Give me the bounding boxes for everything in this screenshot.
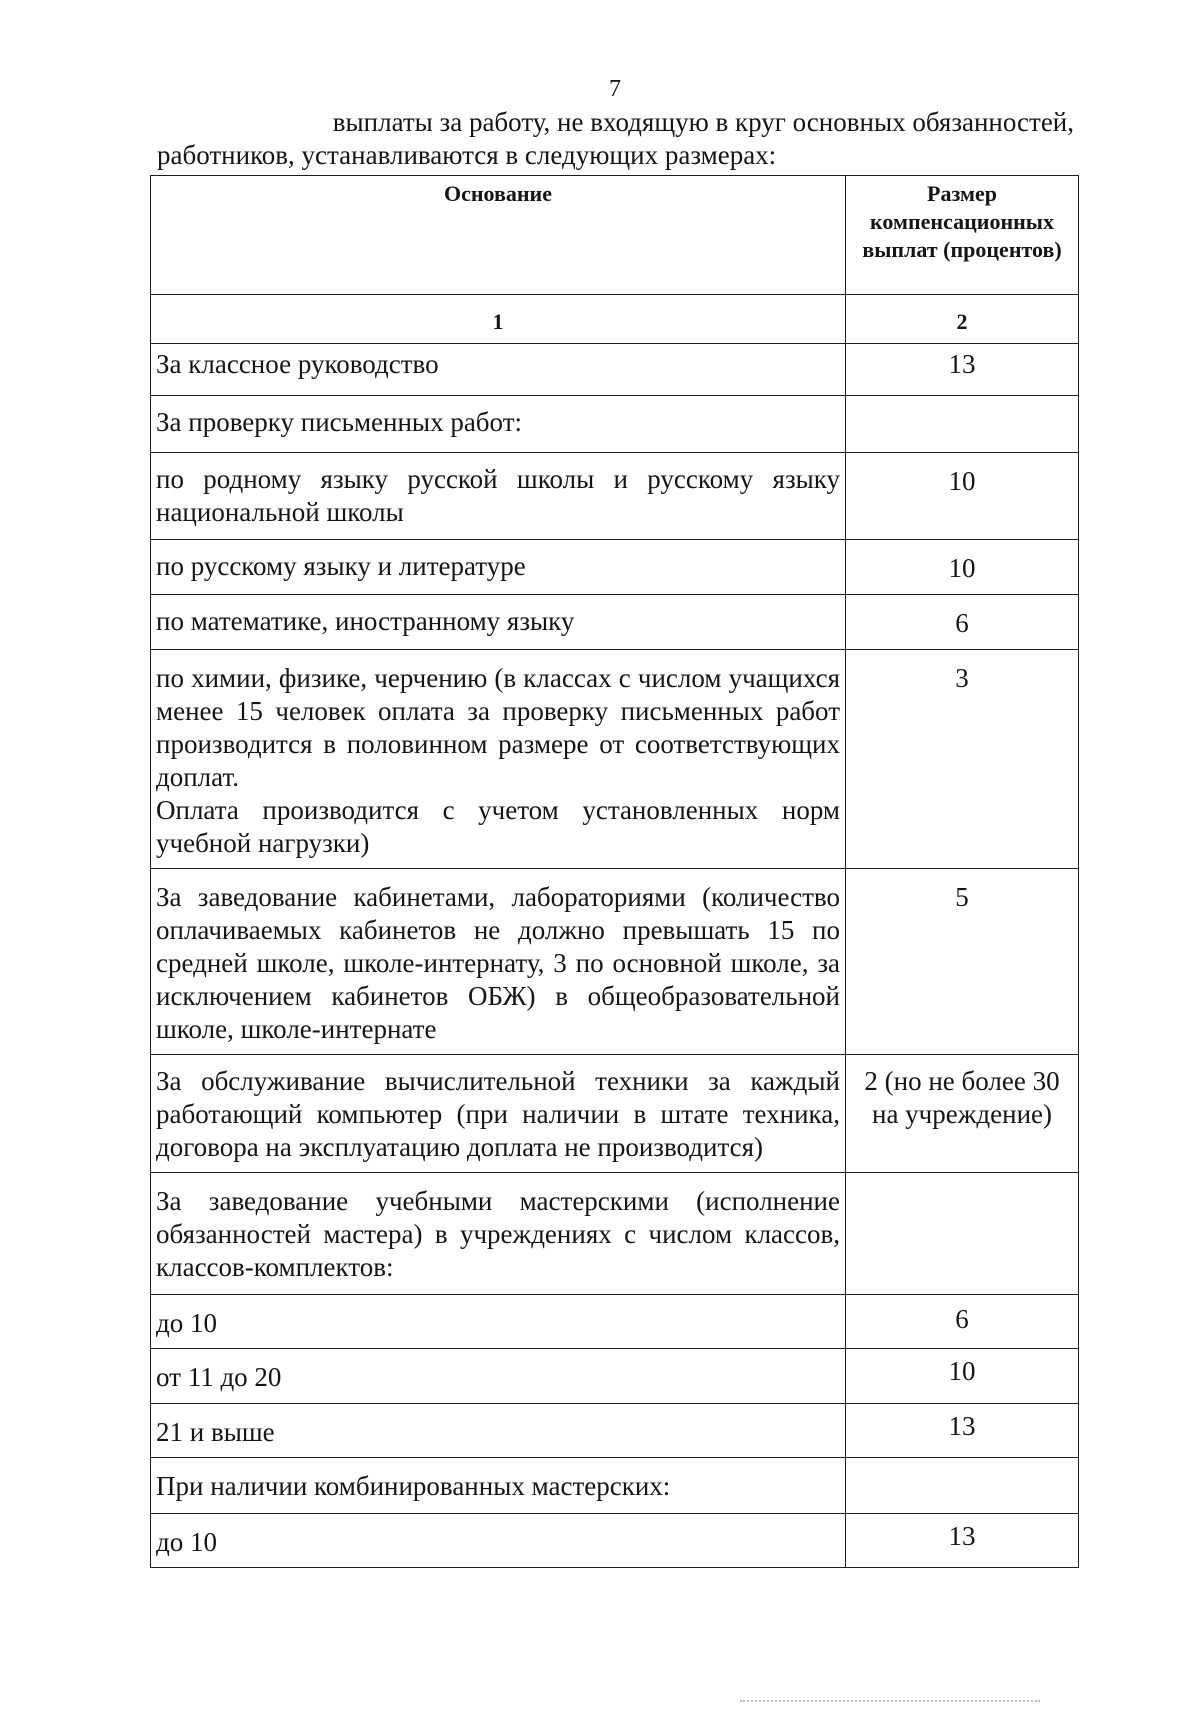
row-value [846, 396, 1079, 453]
row-basis: За классное руководство [151, 344, 846, 396]
page-number: 7 [609, 76, 621, 102]
table-row [151, 1349, 1079, 1404]
row-basis: от 11 до 20 [151, 1349, 846, 1404]
row-basis: При наличии комбинированных мастерских: [151, 1458, 846, 1514]
row-value [846, 1173, 1079, 1295]
row-basis: За заведование кабинетами, лабораториями (количество оплачиваемых кабинетов не должно превышать 15 по средней школе, школе-интернату, 3 по основной школе, за исключением кабинетов ОБЖ) в общеобразовательной школе, школе-интернате [151, 869, 846, 1055]
table-row [151, 1458, 1079, 1514]
table-row [151, 344, 1079, 396]
column-numbering-row [151, 295, 1079, 344]
row-value: 13 [846, 1404, 1079, 1458]
row-basis: по родному языку русской школы и русскому языку национальной школы [151, 453, 846, 540]
table-row [151, 1055, 1079, 1173]
column-number-1: 1 [151, 295, 846, 344]
scan-artifact-dots [740, 1700, 1040, 1704]
row-value: 2 (но не более 30 на учреждение) [846, 1055, 1079, 1173]
row-value: 10 [846, 453, 1079, 540]
row-basis: до 10 [151, 1514, 846, 1568]
intro-line-2: работников, устанавливаются в следующих размерах: [157, 140, 777, 170]
row-value: 13 [846, 1514, 1079, 1568]
row-basis: до 10 [151, 1295, 846, 1349]
row-basis: по математике, иностранному языку [151, 595, 846, 650]
row-value: 5 [846, 869, 1079, 1055]
row-value: 10 [846, 1349, 1079, 1404]
intro-paragraph [157, 106, 1074, 172]
table-row [151, 1173, 1079, 1295]
row-basis: За заведование учебными мастерскими (исполнение обязанностей мастера) в учреждениях с числом классов, классов-комплектов: [151, 1173, 846, 1295]
table-row [151, 1404, 1079, 1458]
row-basis-text: по химии, физике, черчению (в классах с числом учащихся менее 15 человек оплата за проверку письменных работ производится в половинном размере от соответствующих доплат. [156, 663, 840, 792]
table-row [151, 540, 1079, 595]
table-row [151, 1514, 1079, 1568]
table-header-row [151, 176, 1079, 295]
row-basis: За проверку письменных работ: [151, 396, 846, 453]
column-number-2: 2 [846, 295, 1079, 344]
row-basis: За обслуживание вычислительной техники за каждый работающий компьютер (при наличии в штате техника, договора на эксплуатацию доплата не производится) [151, 1055, 846, 1173]
header-basis: Основание [151, 176, 846, 295]
row-value: 3 [846, 650, 1079, 869]
header-payment-size: Размер компенсационных выплат (процентов) [846, 176, 1079, 295]
row-basis: по русскому языку и литературе [151, 540, 846, 595]
row-value: 10 [846, 540, 1079, 595]
row-value: 6 [846, 1295, 1079, 1349]
row-basis-note: Оплата производится с учетом установленных норм учебной нагрузки) [156, 795, 840, 858]
table-row [151, 595, 1079, 650]
intro-line-1: выплаты за работу, не входящую в круг основных обязанностей, [332, 107, 1074, 137]
compensation-table [150, 175, 1079, 1568]
table-row [151, 453, 1079, 540]
row-basis [151, 650, 846, 869]
row-value: 13 [846, 344, 1079, 396]
row-value [846, 1458, 1079, 1514]
row-basis: 21 и выше [151, 1404, 846, 1458]
table-row [151, 869, 1079, 1055]
table-row [151, 1295, 1079, 1349]
table-row [151, 650, 1079, 869]
table-row [151, 396, 1079, 453]
row-value: 6 [846, 595, 1079, 650]
